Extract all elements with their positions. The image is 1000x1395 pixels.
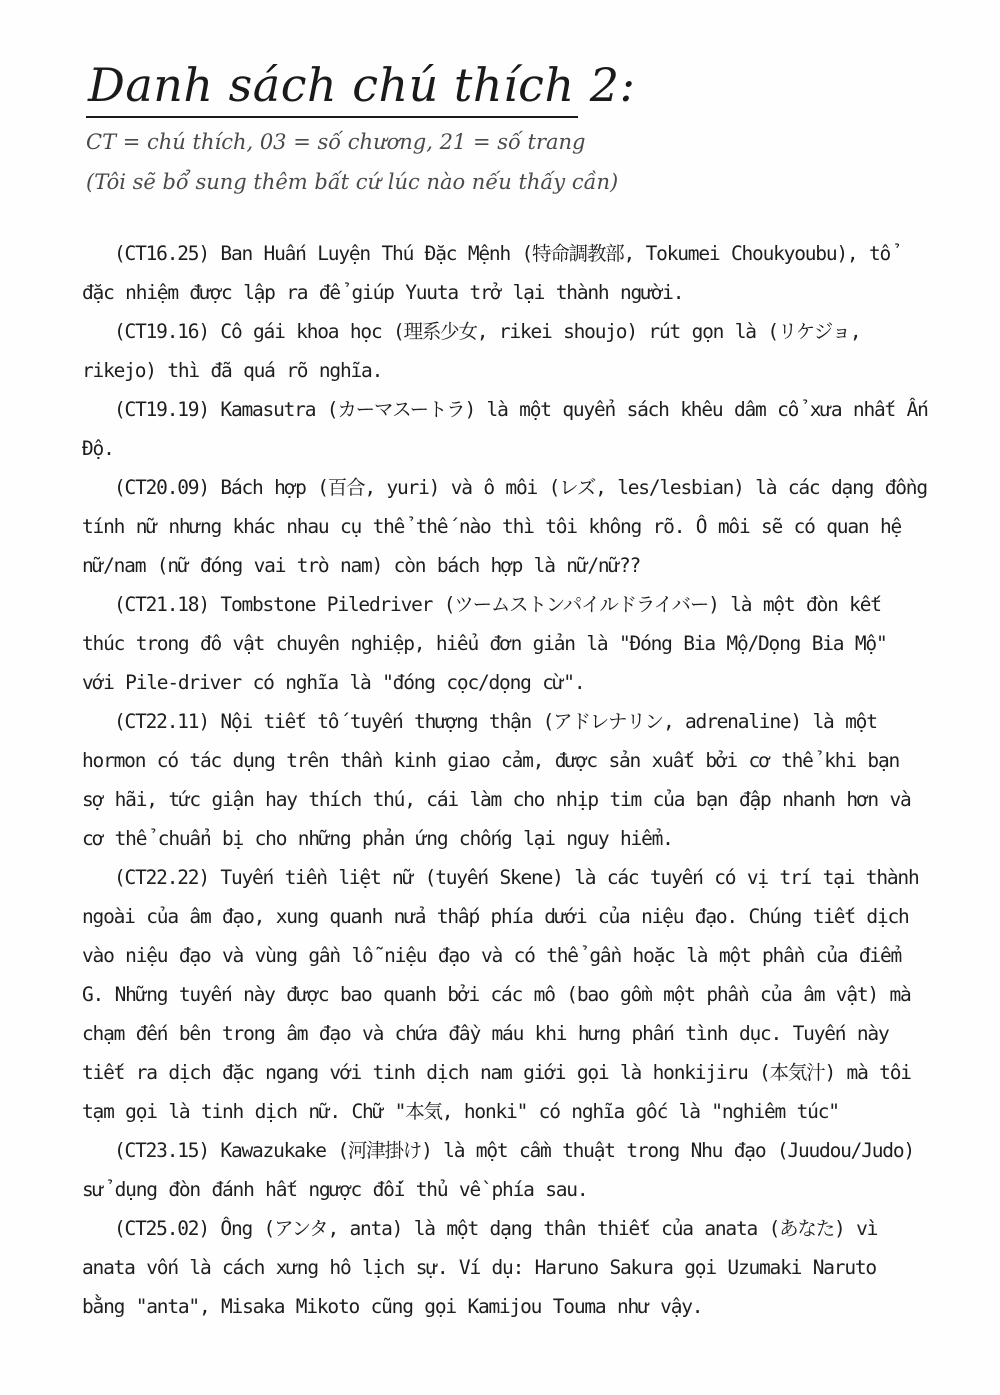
footnote-ct22-11: (CT22.11) Nội tiết tố tuyến thượng thận (アドレナリン, adrenaline) là một hormon có tác dụng trên thần kinh giao cảm, được sản xuất bởi cơ thể khi bạn sợ hãi, tức giận hay thích thú, cái làm cho nhịp tim của bạn đập nhanh hơn và cơ thể chuẩn bị cho những phản ứng chống lại nguy hiểm. xyxy=(82,710,911,850)
footnote-ct16-25: (CT16.25) Ban Huấn Luyện Thú Đặc Mệnh (特命調教部, Tokumei Choukyoubu), tổ đặc nhiệm được lập ra để giúp Yuuta trở lại thành người. xyxy=(82,242,891,304)
title-underline xyxy=(86,116,578,118)
footnote-ct21-18: (CT21.18) Tombstone Piledriver (ツームストンパイルドライバー) là một đòn kết thúc trong đô vật chuyên nghiệp, hiểu đơn giản là "Đóng Bia Mộ/Dọng Bia Mộ" với Pile-driver có nghĩa là "đóng cọc/dọng cừ". xyxy=(82,593,887,694)
legend-line: CT = chú thích, 03 = số chương, 21 = số trang xyxy=(86,130,586,154)
page-title: Danh sách chú thích 2: xyxy=(88,58,636,112)
footnote-ct19-19: (CT19.19) Kamasutra (カーマスートラ) là một quyển sách khêu dâm cổ xưa nhất Ấn Độ. xyxy=(82,398,928,460)
footnote-ct25-02: (CT25.02) Ông (アンタ, anta) là một dạng thân thiết của anata (あなた) vì anata vốn là cách xưng hô lịch sự. Ví dụ: Haruno Sakura gọi Uzumaki Naruto bằng "anta", Misaka Mikoto cũng gọi Kamijou Touma như vậy. xyxy=(82,1217,878,1318)
note-line: (Tôi sẽ bổ sung thêm bất cứ lúc nào nếu thấy cần) xyxy=(86,170,619,194)
footnote-ct22-22: (CT22.22) Tuyến tiền liệt nữ (tuyến Skene) là các tuyến có vị trí tại thành ngoài của âm đạo, xung quanh nửa thấp phía dưới của niệu đạo. Chúng tiết dịch vào niệu đạo và vùng gần lỗ niệu đạo và có thể gần hoặc là một phần của điểm G. Những tuyến này được bao quanh bởi các mô (bao gồm một phần của âm vật) mà chạm đến bên trong âm đạo và chứa đầy máu khi hưng phấn tình dục. Tuyến này tiết ra dịch đặc ngang với tinh dịch nam giới gọi là honkijiru (本気汁) mà tôi tạm gọi là tinh dịch nữ. Chữ "本気, honki" có nghĩa gốc là "nghiêm túc" xyxy=(82,866,919,1123)
footnote-ct23-15: (CT23.15) Kawazukake (河津掛け) là một cầm thuật trong Nhu đạo (Juudou/Judo) sử dụng đòn đánh hất ngược đối thủ về phía sau. xyxy=(82,1139,914,1201)
footnote-ct19-16: (CT19.16) Cô gái khoa học (理系少女, rikei shoujo) rút gọn là (リケジョ, rikejo) thì đã quá rõ nghĩa. xyxy=(82,320,861,382)
footnote-ct20-09: (CT20.09) Bách hợp (百合, yuri) và ô môi (レズ, les/lesbian) là các dạng đồng tính nữ nhưng khác nhau cụ thể thế nào thì tôi không rõ. Ô môi sẽ có quan hệ nữ/nam (nữ đóng vai trò nam) còn bách hợp là nữ/nữ?? xyxy=(82,476,927,577)
footnote-list xyxy=(82,234,928,1326)
